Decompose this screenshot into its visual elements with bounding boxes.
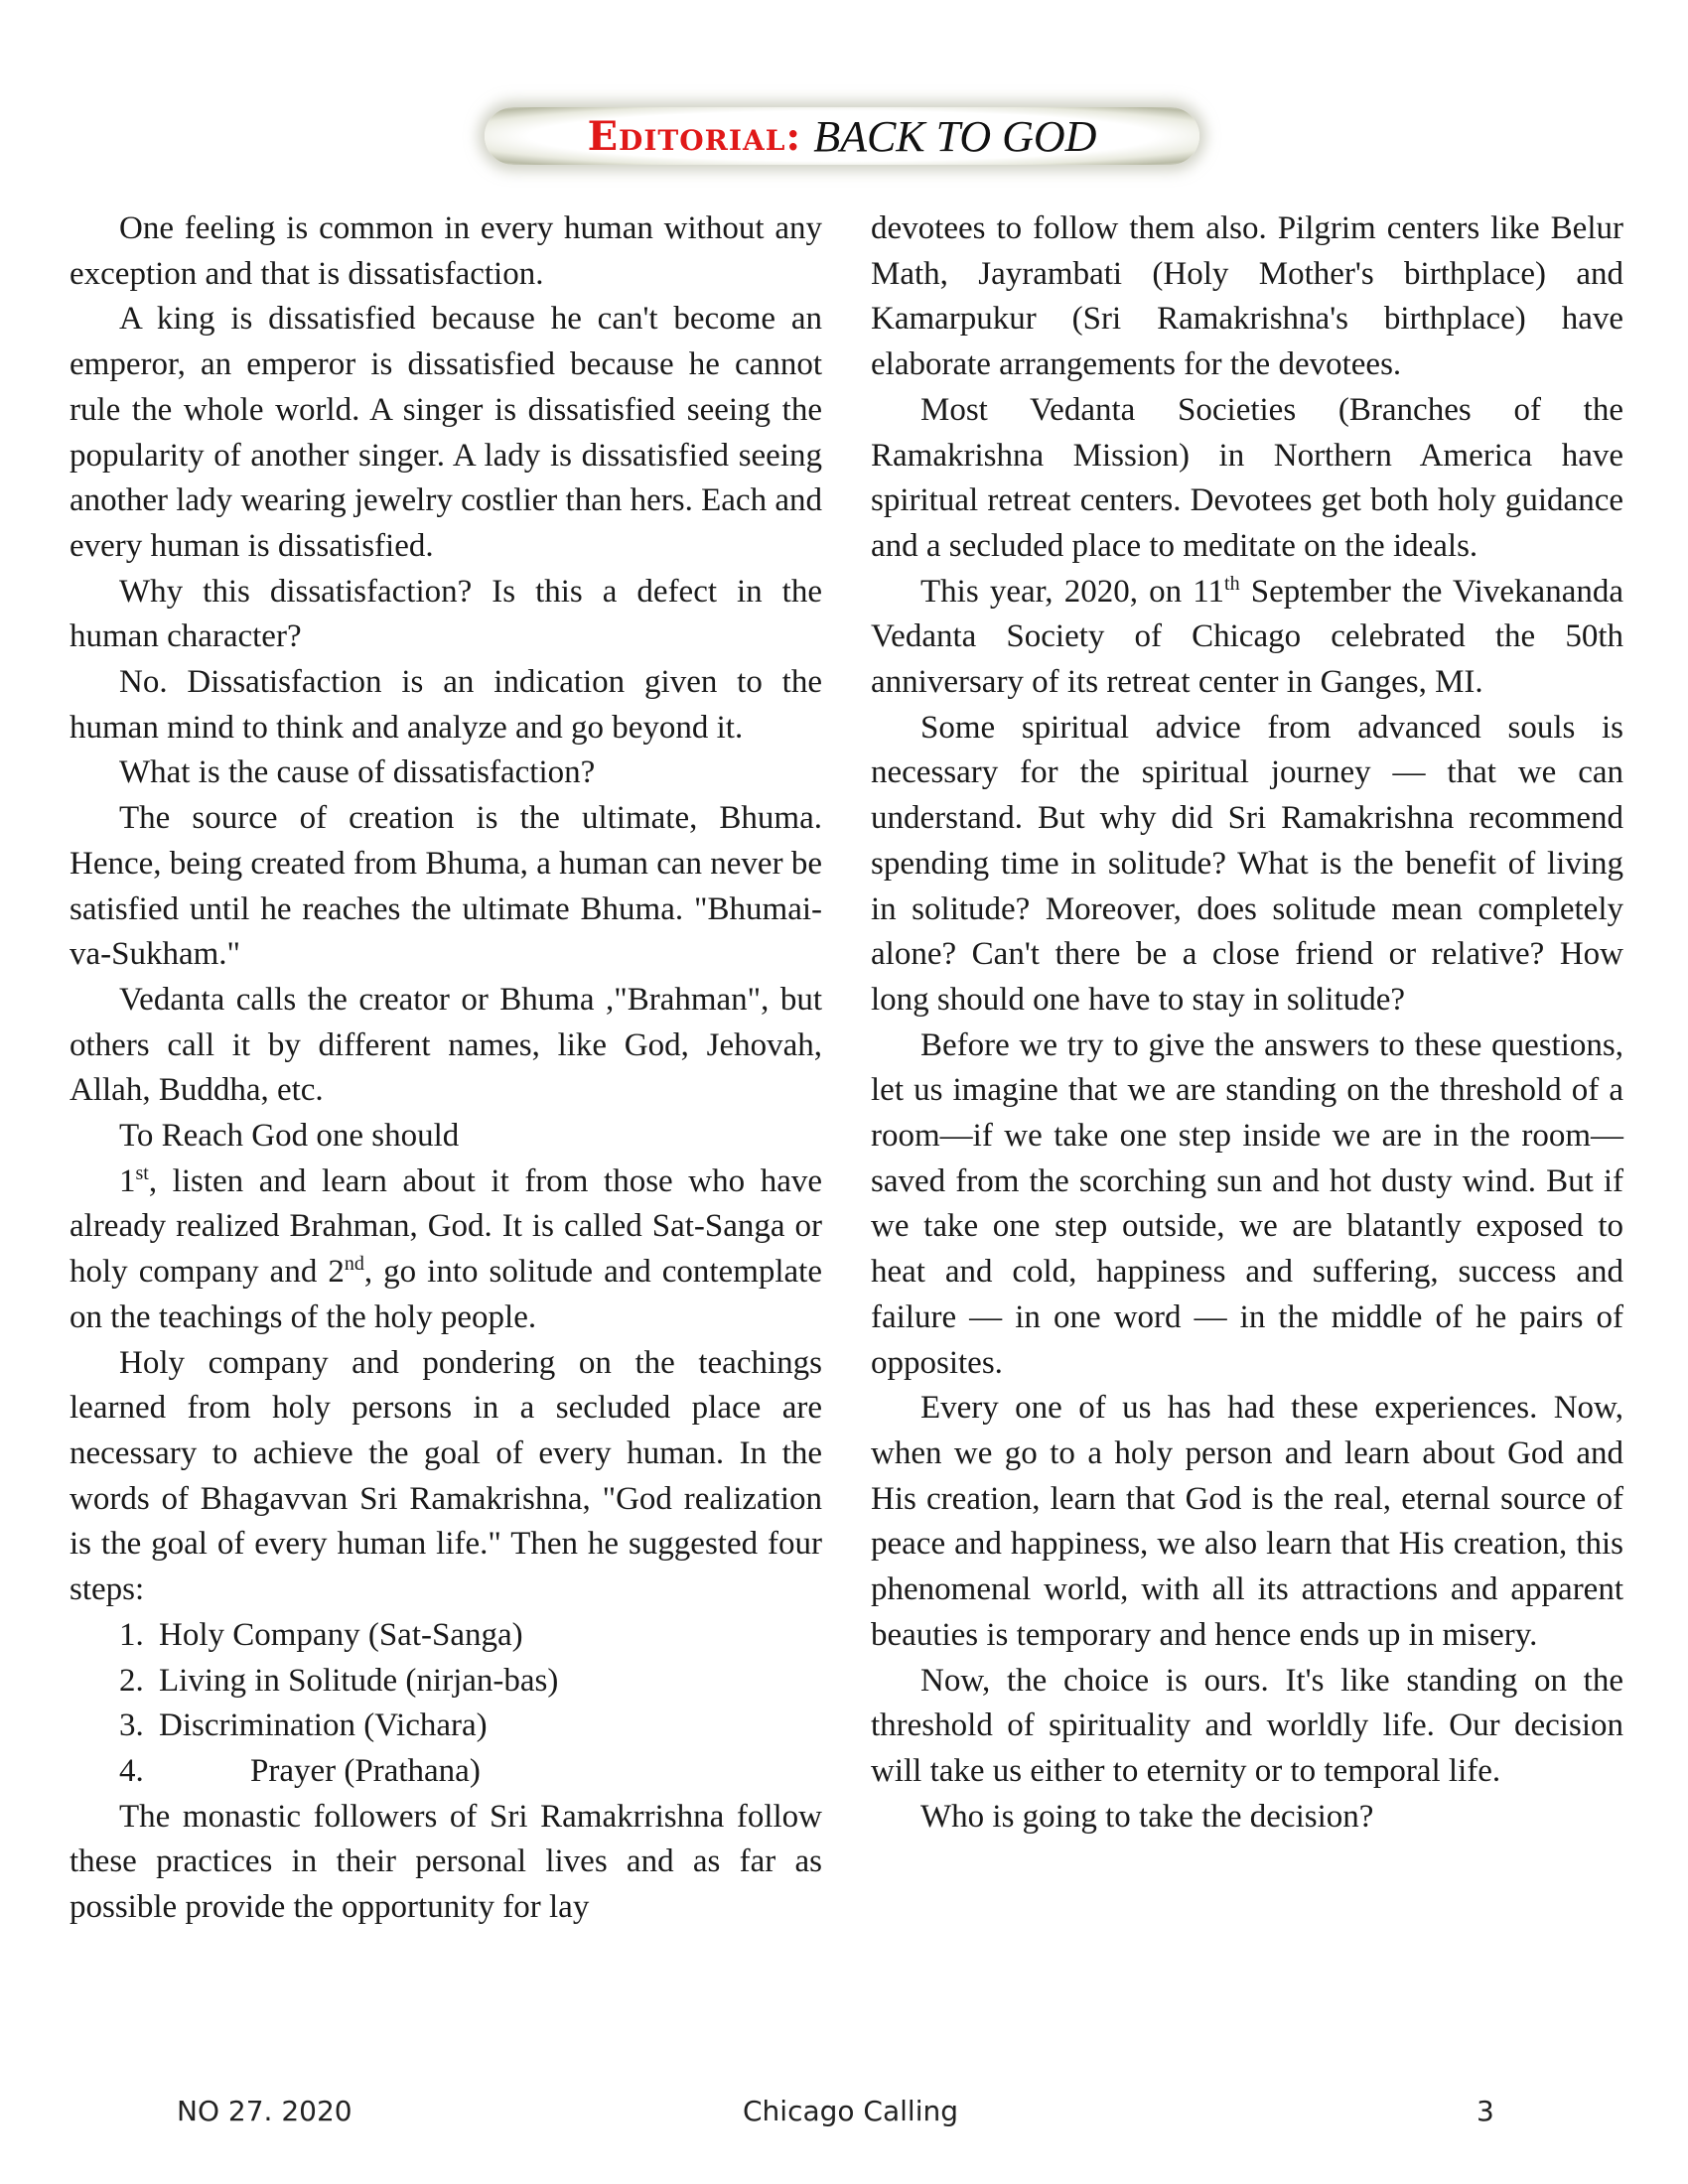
paragraph: Some spiritual advice from advanced souls is necessary for the spiritual journey — that we can understand. But why did Sri Ramakrishna recommend spending time in solitude? What is the benefit of living in solitude? Moreover, does solitude mean completely alone? Can't there be a close friend or relative? How long should one have to stay in solitude? [871,709,1623,1018]
page-footer [0,2095,1688,2134]
paragraph: One feeling is common in every human without any exception and that is dissatisfaction. [70,210,822,292]
paragraph: Every one of us has had these experiences. Now, when we go to a holy person and learn about God and His creation, learn that God is the real, eternal source of peace and happiness, we also learn that His creation, this phenomenal world, with all its attractions and apparent beauties is temporary and hence ends up in misery. [871,1390,1623,1653]
editorial-title-banner [485,107,1199,165]
ordinal-suffix: th [1224,572,1240,595]
list-number: 4. [119,1752,144,1789]
paragraph: The source of creation is the ultimate, Bhuma. Hence, being created from Bhuma, a human can never be satisfied until he reaches the ultimate Bhuma. "Bhumai-va-Sukham." [70,800,822,973]
paragraph: Most Vedanta Societies (Branches of the Ramakrishna Mission) in Northern America have spiritual retreat centers. Devotees get both holy guidance and a secluded place to meditate on the ideals. [871,391,1623,564]
editorial-label: Editorial: [587,112,802,160]
paragraph: To Reach God one should [119,1118,460,1155]
list-text: Prayer (Prathana) [250,1752,481,1789]
paragraph: Why this dissatisfaction? Is this a defect in the human character? [70,573,822,655]
paragraph: A king is dissatisfied because he can't become an emperor, an emperor is dissatisfied because he cannot rule the whole world. A singer is dissatisfied seeing the popularity of another singer. A lady is dissatisfied seeing another lady wearing jewelry costlier than hers. Each and every human is dissatisfied. [70,301,822,564]
paragraph-continued: devotees to follow them also. Pilgrim centers like Belur Math, Jayrambati (Holy Mother's birthplace) and Kamarpukur (Sri Ramakrishna's birthplace) have elaborate arrangements for the devotees. [871,210,1623,383]
paragraph-anniversary [871,570,1623,706]
steps-list [70,1613,822,1795]
list-item [70,1704,822,1749]
paragraph-steps-intro [70,1160,822,1341]
paragraph: What is the cause of dissatisfaction? [119,754,596,791]
list-item [70,1749,822,1795]
paragraph: Vedanta calls the creator or Bhuma ,"Brahman", but others call it by different names, like God, Jehovah, Allah, Buddha, etc. [70,981,822,1109]
footer-publication: Chicago Calling [743,2095,958,2127]
text-run: This year, 2020, on 11 [920,573,1225,610]
list-item [70,1659,822,1705]
footer-issue: NO 27. 2020 [177,2095,352,2127]
list-text: Living in Solitude (nirjan-bas) [159,1662,559,1699]
list-text: Holy Company (Sat-Sanga) [159,1616,523,1653]
text-run: , listen and learn about it from those who have already realized Brahman, God. It is called Sat-Sanga or holy company and 2 [70,1162,822,1291]
ordinal-suffix: st [135,1161,149,1184]
paragraph: The monastic followers of Sri Ramakrrishna follow these practices in their personal lives and as far as possible provide the opportunity for lay [70,1798,822,1926]
text-run: September the Vivekananda Vedanta Society of Chicago celebrated the 50th anniversary of its retreat center in Ganges, MI. [871,573,1624,701]
paragraph: Now, the choice is ours. It's like standing on the threshold of spirituality and worldly life. Our decision will take us either to eternity or to temporal life. [871,1662,1623,1789]
paragraph: No. Dissatisfaction is an indication given to the human mind to think and analyze and go beyond it. [70,664,822,746]
paragraph: Before we try to give the answers to these questions, let us imagine that we are standing on the threshold of a room—if we take one step inside we are in the room—saved from the scorching sun and hot dusty wind. But if we take one step outside, we are blatantly exposed to heat and cold, happiness and suffering, success and failure — in one word — in the middle of he pairs of opposites. [871,1026,1623,1381]
paragraph: Who is going to take the decision? [920,1798,1374,1835]
left-column [70,206,822,1931]
list-number: 3. [119,1707,144,1744]
paragraph: Holy company and pondering on the teachings learned from holy persons in a secluded place are necessary to achieve the goal of every human. In the words of Bhagavvan Sri Ramakrishna, "God realization is the goal of every human life." Then he suggested four steps: [70,1344,822,1608]
text-run: , go into solitude and contemplate on the teachings of the holy people. [70,1254,823,1335]
right-column [871,206,1623,1840]
page-title: BACK TO GOD [813,111,1097,161]
list-number: 1. [119,1616,144,1653]
footer-page-number: 3 [1477,2095,1494,2127]
list-number: 2. [119,1662,144,1699]
ordinal-suffix: nd [344,1253,364,1276]
list-item [70,1613,822,1659]
ordinal-first: 1 [119,1162,136,1199]
list-text: Discrimination (Vichara) [159,1707,488,1744]
